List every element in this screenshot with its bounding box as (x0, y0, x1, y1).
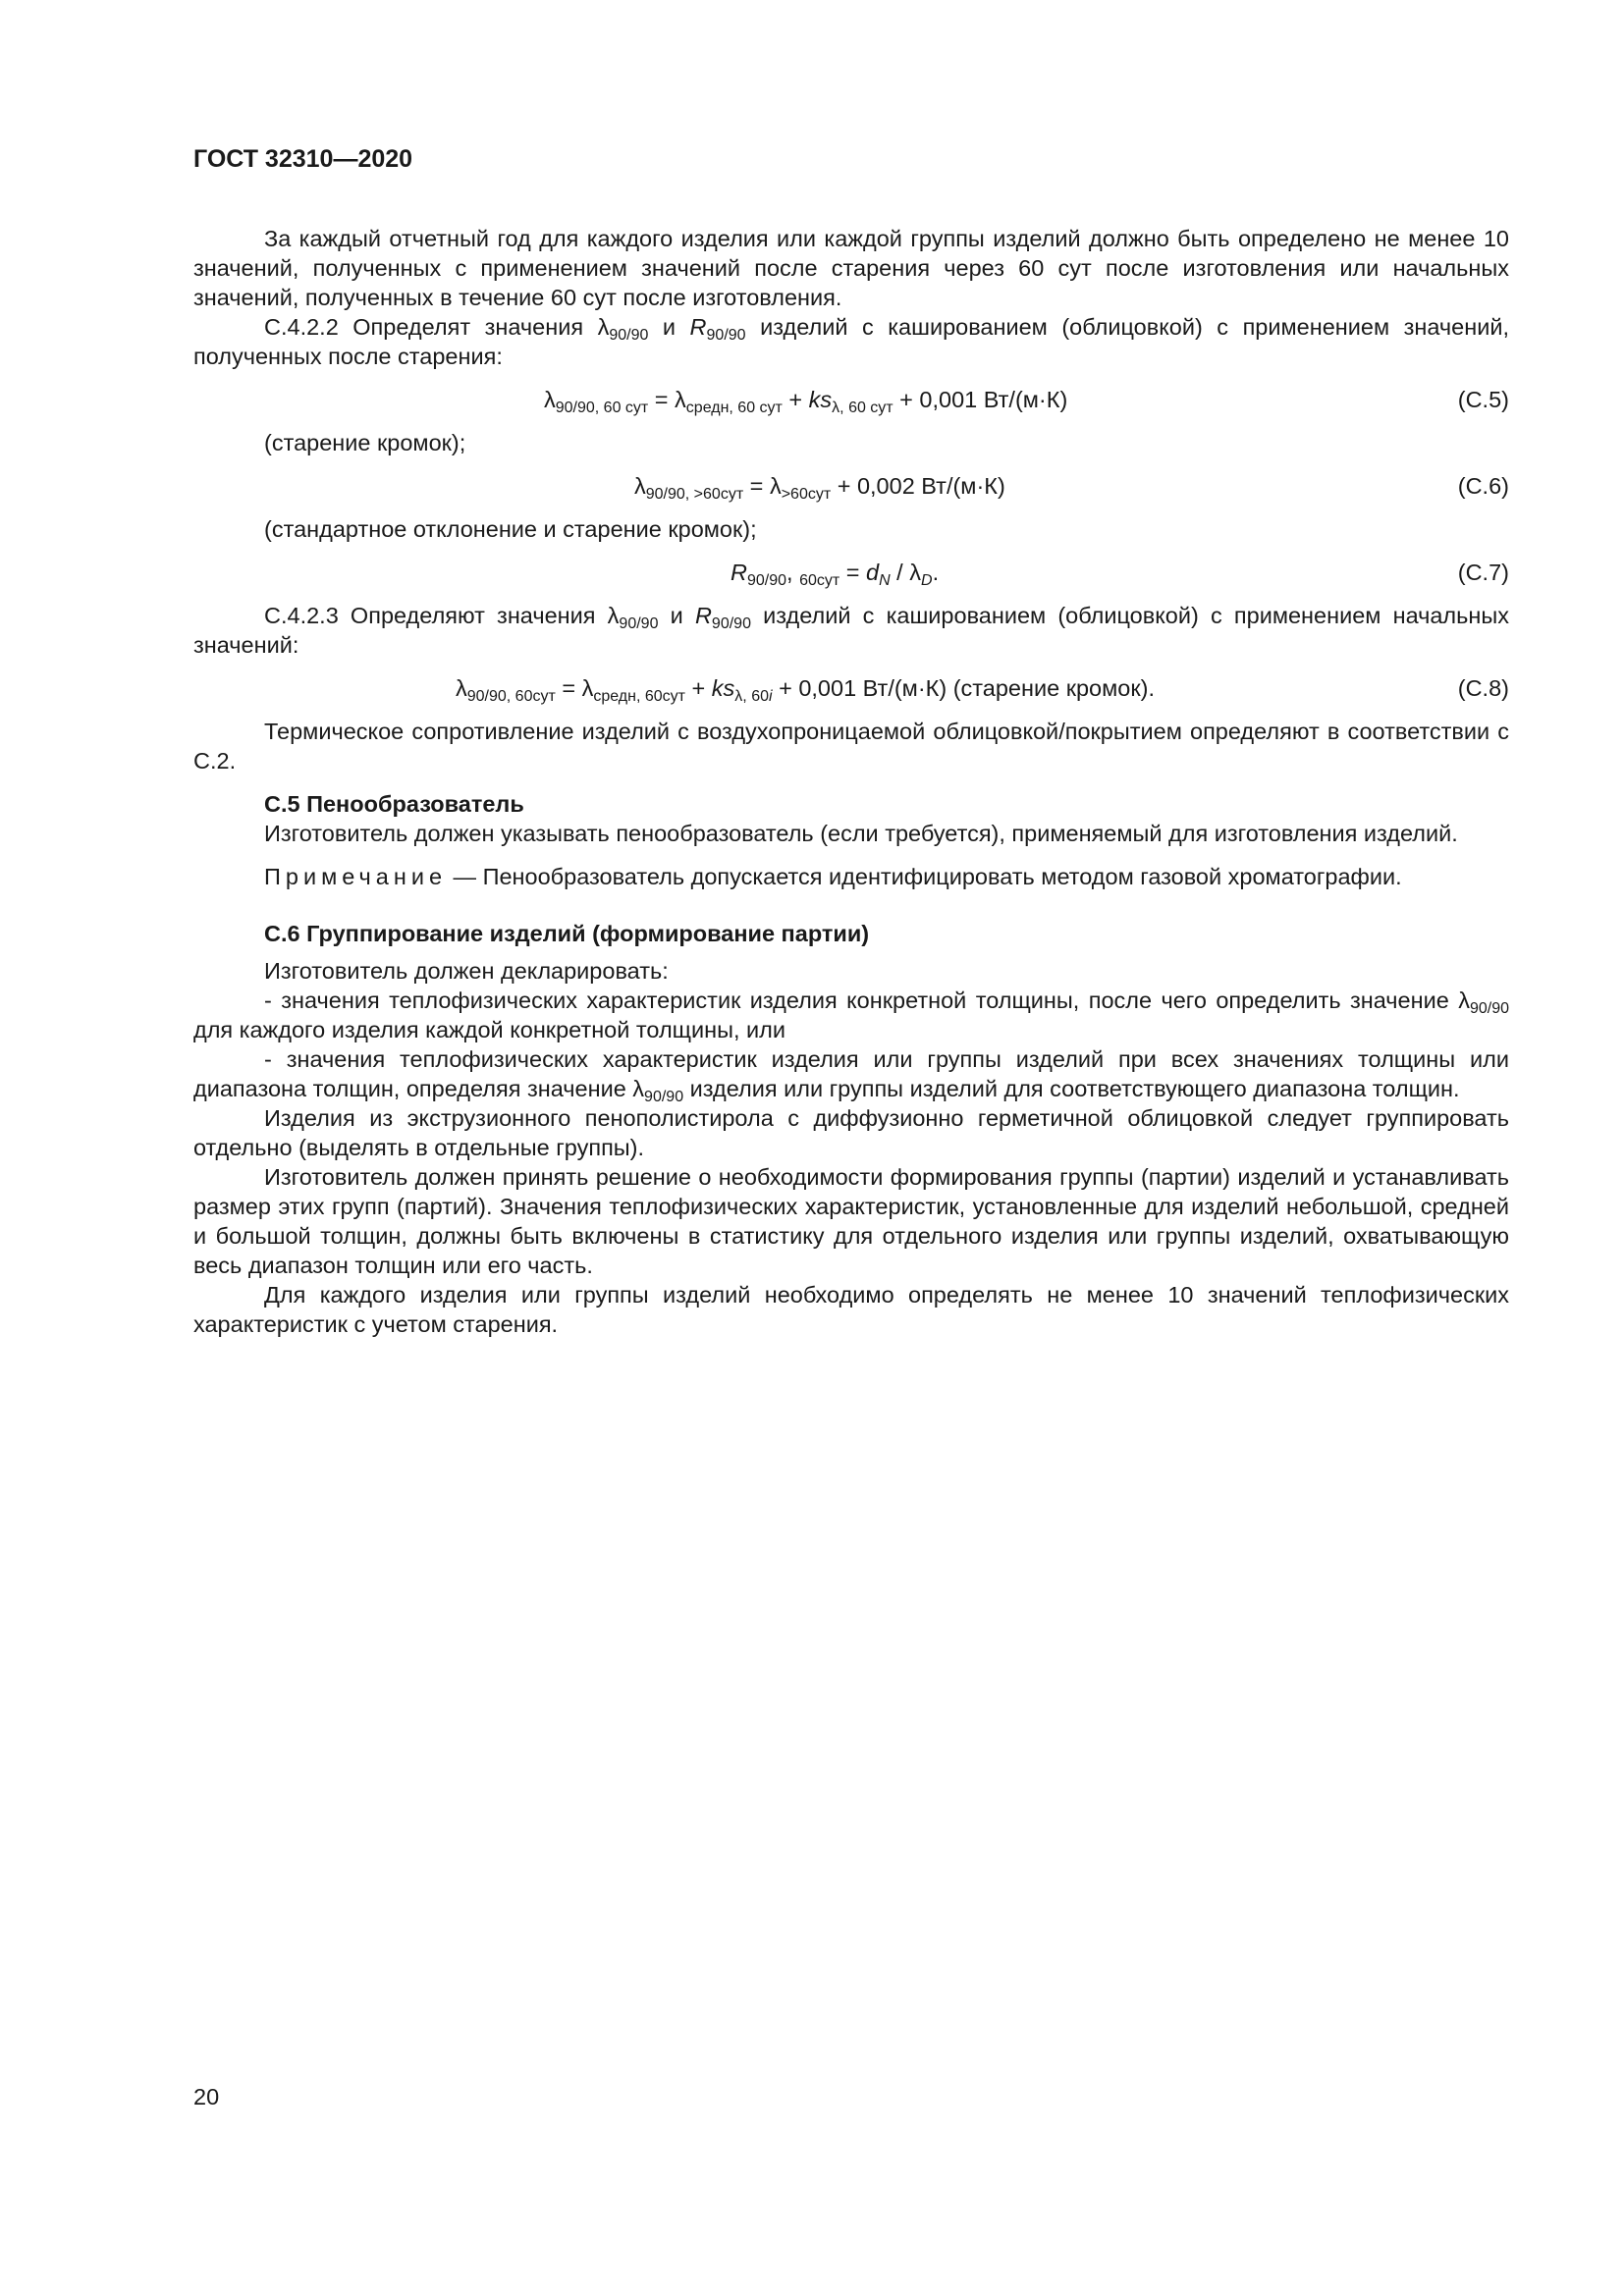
paragraph-thermal-resistance: Термическое сопротивление изделий с воздухопроницаемой облицовкой/покрытием определяют в соответствии с С.2. (193, 719, 1509, 774)
formula-c8-expression: $\lambda_{90/90, 60сут} = \lambda_{средн, 60сут} + ks_{\lambda, 60i} + 0,001$ Вт/(м·К) (старение кромок). (456, 675, 1155, 705)
list-item-c6-1: - значения теплофизических характеристик изделия конкретной толщины, после чего определить значение $\lambda_{90/90}$ для каждого изделия каждой конкретной толщины, или (193, 988, 1509, 1042)
formula-c8 (193, 671, 1509, 705)
formula-c6-expression: $\lambda_{90/90, >60сут} = \lambda_{>60сут} + 0,002$ Вт/(м·К) (634, 473, 1005, 503)
clause-c422: С.4.2.2 Определят значения $\lambda_{90/90}$ и $R_{90/90}$ изделий с кашированием (облицовкой) с применением значений, полученных после старения: (193, 314, 1509, 369)
clause-c423: С.4.2.3 Определяют значения $\lambda_{90/90}$ и $R_{90/90}$ изделий с кашированием (облицовкой) с применением начальных значений: (193, 603, 1510, 658)
section-heading-c6: С.6 Группирование изделий (формирование партии) (264, 921, 870, 946)
formula-c7 (193, 556, 1509, 589)
page-number: 20 (193, 2084, 220, 2109)
formula-c7-expression: $R_{90/90}$, $_{60сут} = d_N / \lambda_D$. (731, 560, 940, 589)
formula-c6 (193, 469, 1509, 503)
formula-c7-number: (С.7) (1457, 560, 1509, 585)
paragraph-c6-1: Изделия из экструзионного пенополистирола с диффузионно герметичной облицовкой следует группировать отдельно (выделять в отдельные группы). (193, 1105, 1509, 1160)
document-header: ГОСТ 32310—2020 (193, 145, 413, 173)
note-c5: Примечание — Пенообразователь допускается идентифицировать методом газовой хроматографии. (264, 864, 1402, 889)
paragraph-c6-3: Для каждого изделия или группы изделий необходимо определять не менее 10 значений теплофизических характеристик с учетом старения. (193, 1282, 1509, 1337)
formula-c5-comment: (старение кромок); (264, 430, 466, 455)
formula-c5-expression: $\lambda_{90/90, 60 сут} = \lambda_{средн, 60 сут} + ks_{\lambda, 60 сут} + 0,001$ Вт/(м·К) (544, 387, 1068, 416)
paragraph-c6-intro: Изготовитель должен декларировать: (264, 958, 669, 984)
note-label: Примечание (264, 864, 448, 889)
formula-c5 (193, 383, 1509, 416)
paragraph-intro: За каждый отчетный год для каждого изделия или каждой группы изделий должно быть определено не менее 10 значений, полученных с применением значений после старения через 60 сут после изготовления или начальных значений, полученных в течение 60 сут после изготовления. (193, 226, 1509, 310)
formula-c6-number: (С.6) (1457, 473, 1509, 499)
document-page (193, 143, 1509, 1339)
formula-c5-number: (С.5) (1457, 387, 1509, 412)
formula-c8-number: (С.8) (1457, 675, 1509, 701)
list-item-c6-2: - значения теплофизических характеристик изделия или группы изделий при всех значениях толщины или диапазона толщин, определяя значение $\lambda_{90/90}$ изделия или группы изделий для соответствующего диапазона толщин. (193, 1046, 1509, 1105)
formula-c6-comment: (стандартное отклонение и старение кромок); (264, 516, 757, 542)
paragraph-c6-2: Изготовитель должен принять решение о необходимости формирования группы (партии) изделий и устанавливать размер этих групп (партий). Значения теплофизических характеристик, установленные для изделий небольшой, средней и большой толщин, должны быть включены в статистику для отдельного изделия или группы изделий, охватывающую весь диапазон толщин или его часть. (193, 1164, 1509, 1278)
paragraph-c5: Изготовитель должен указывать пенообразователь (если требуется), применяемый для изготовления изделий. (264, 821, 1458, 846)
section-heading-c5: С.5 Пенообразователь (264, 791, 524, 817)
